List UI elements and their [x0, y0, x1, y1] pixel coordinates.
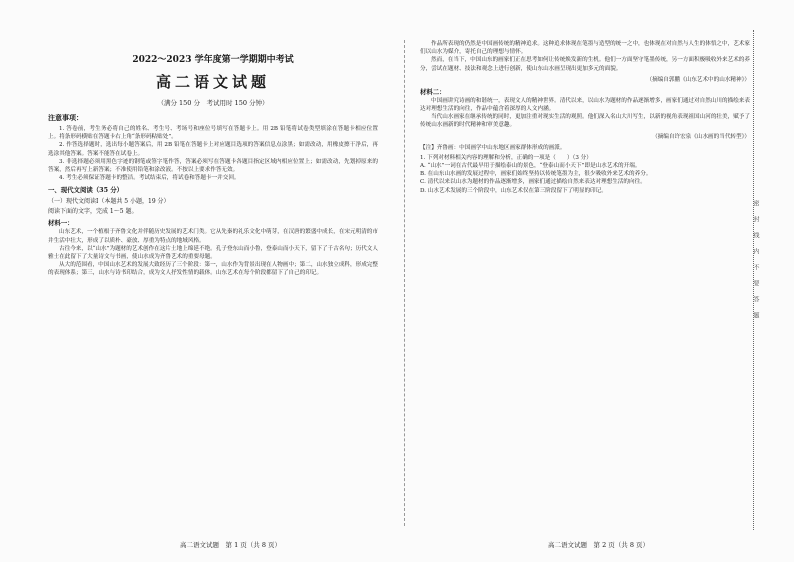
left-page [48, 52, 378, 278]
subsection-title: （一）现代文阅读Ⅰ（本题共 5 小题，19 分） [48, 198, 170, 206]
question-stem: 1. 下列对材料相关内容的理解和分析，正确的一项是（ ）（3 分） [420, 154, 592, 161]
material-2-paragraph: 中国画讲究诗画的和谐统一，表现文人的精神世界。清代以来，以山水为题材的作品逐渐增多，画家们通过对自然山川的描绘来表达对理想生活的向往，作品中蕴含着深厚的人文内涵。 [420, 97, 750, 113]
source-citation: （摘编自郭鹏《山东艺术中的山水精神》） [646, 76, 750, 83]
footnote: 【注】齐鲁画：中国画学中山东地区画家群体形成的画派。 [420, 144, 566, 151]
material-2-label: 材料二： [420, 87, 446, 96]
material-1-paragraph: 古往今来，以“山水”为题材的艺术创作在这片土地上绵延不绝。孔子登东山而小鲁，登泰山而小天下，留下了千古名句；历代文人雅士在此留下了大量诗文与书画，使山水成为齐鲁艺术的重要母题。 [48, 245, 378, 261]
material-1-label: 材料一： [48, 219, 74, 228]
option-d: D. 山水艺术发展的三个阶段中，山东艺术仅在第三阶段留下了明显的印记。 [420, 187, 607, 194]
option-b: B. 在山东山水画的发展过程中，画家们始终坚持以传统笔墨为主，很少吸收外来艺术的养分。 [420, 171, 652, 178]
notice-item: 2. 作答选择题时，选出每小题答案后，用 2B 铅笔在答题卡上对应题目选项的答案信息点涂黑；如需改动，用橡皮擦干净后，再选涂其他答案。答案不能答在试卷上。 [48, 142, 378, 157]
notice-item: 1. 答卷前，考生务必将自己的姓名、考生号、考场号和座位号填写在答题卡上。用 2B 铅笔将试卷类型填涂在答题卡相应位置上。将条形码横贴在答题卡右上角“条形码粘贴处”。 [48, 126, 378, 141]
reading-instruction: 阅读下面的文字，完成 1～5 题。 [48, 208, 138, 216]
material-1-paragraph: 从大的范围看，中国山水艺术的发展大致经历了三个阶段：第一，山水作为背景出现在人物画中；第二，山水独立成科，形成完整的表现体系；第三，山水与诗书印结合，成为文人抒发性情的载体。山东艺术在每个阶段都留下了自己的印记。 [48, 262, 378, 277]
page-footer-right: 高二语文试题 第 2 页（共 8 页） [548, 541, 650, 549]
section-title: 一、现代文阅读（35 分） [48, 186, 124, 195]
material-2-paragraph: 当代山水画家在继承传统的同时，更加注重对现实生活的观照。他们深入名山大川写生，以新的视角表现祖国山河的壮美，赋予了传统山水画新的时代精神和审美意趣。 [420, 114, 750, 129]
material-1-paragraph: 山东艺术，一个植根于齐鲁文化并伴随历史发展的艺术门类。它从先秦的礼乐文化中萌芽，在汉唐的繁盛中成长，在宋元明清的市井生活中壮大，形成了以质朴、豪放、厚重为特点的地域风格。 [48, 229, 378, 244]
notice-heading: 注意事项： [48, 113, 83, 122]
right-page [420, 40, 750, 195]
notice-item: 3. 非选择题必须用黑色字迹的钢笔或签字笔作答，答案必须写在答题卡各题目指定区域内相应位置上；如需改动，先划掉原来的答案，然后再写上新答案；不准使用铅笔和涂改液。不按以上要求作答无效。 [48, 158, 378, 174]
source-citation: （摘编自许宏泉《山水画的当代转型》） [652, 133, 750, 140]
page-footer-left: 高二语文试题 第 1 页（共 8 页） [180, 541, 282, 549]
option-c: C. 清代以来以山水为题材的作品逐渐增多，画家们通过描绘自然来表达对理想生活的向往。 [420, 179, 646, 186]
exam-title: 高二语文试题 [155, 73, 270, 91]
continued-paragraph: 然而，在当下，中国山东的画家们正在思考如何让传统焕发新的生机。他们一方面坚守笔墨传统，另一方面积极吸收外来艺术的养分，尝试在题材、技法和观念上进行创新，使山东山水画呈现出更加多元的面貌。 [420, 57, 750, 72]
continued-paragraph: 作品所表现的仍然是中国画传统的精神追求。这种追求体现在笔墨与造型的统一之中，也体现在对自然与人生的体悟之中，艺术家们以山水为媒介，寄托自己的理想与情怀。 [420, 41, 750, 56]
year-title: 2022～2023 学年度第一学期期中考试 [132, 55, 294, 65]
binding-text: 密 封 线 内 不 要 答 题 [752, 200, 759, 320]
page-fold-line [404, 40, 405, 526]
option-a: A. “山水”一词在古代最早用于描绘泰山的景色，“登泰山而小天下”即是山水艺术的开端。 [420, 163, 641, 170]
notice-item: 4. 考生必须保证答题卡的整洁。考试结束后，将试卷和答题卡一并交回。 [59, 175, 240, 182]
score-line: （满分 150 分 考试用时 150 分钟） [157, 99, 269, 107]
